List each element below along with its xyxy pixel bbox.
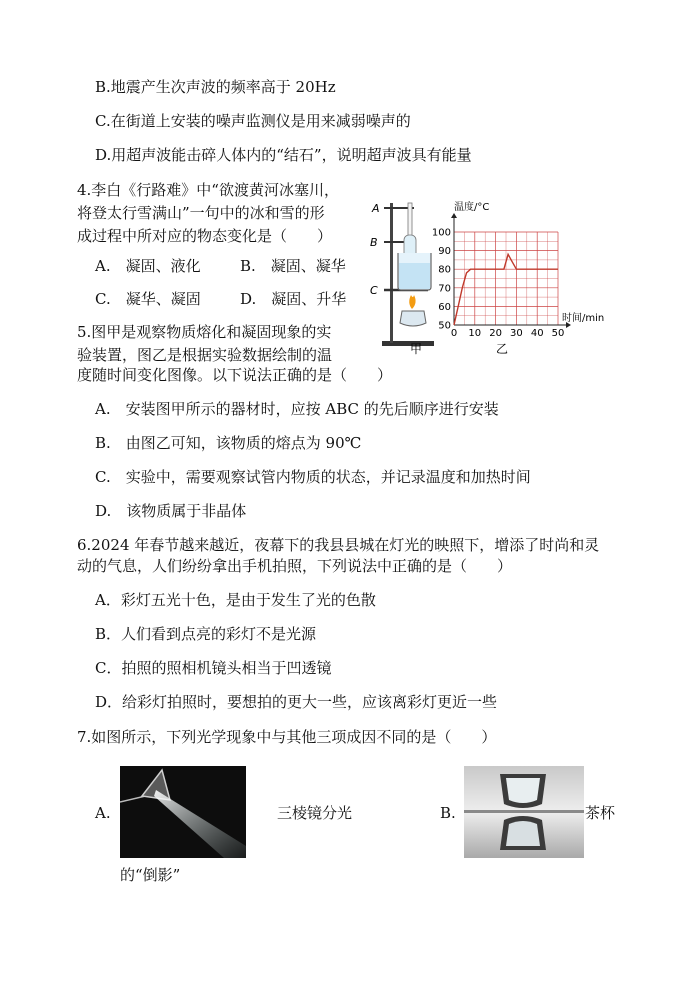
q6-option-b: B．人们看到点亮的彩灯不是光源 — [95, 625, 317, 643]
chart-ticks — [432, 228, 564, 340]
q4-option-d: D. 凝固、升华 — [240, 290, 347, 308]
q4-stem-line1: 4.李白《行路难》中“欲渡黄河冰塞川， — [77, 181, 339, 199]
x-tick-label: 40 — [530, 328, 544, 339]
q5-stem-line1: 5.图甲是观察物质熔化和凝固现象的实 — [77, 323, 332, 341]
x-tick-label: 0 — [450, 328, 458, 339]
q5-stem-line2: 验装置，图乙是根据实验数据绘制的温 — [77, 346, 333, 364]
y-axis-arrow — [451, 213, 457, 218]
q5-option-c: C. 实验中，需要观察试管内物质的状态，并记录温度和加热时间 — [95, 468, 531, 486]
y-tick-label: 100 — [431, 227, 451, 239]
x-tick-label: 30 — [510, 328, 523, 339]
q4-option-a: A. 凝固、液化 — [95, 257, 201, 275]
q5-option-a: A. 安装图甲所示的器材时，应按 ABC 的先后顺序进行安装 — [95, 400, 499, 418]
q6-option-c: C．拍照的照相机镜头相当于凹透镜 — [95, 659, 332, 677]
x-axis-label: 时间/min — [562, 313, 605, 324]
label-a: A — [372, 202, 380, 215]
x-tick-label: 20 — [489, 328, 502, 339]
q7-option-b-label: B. — [440, 804, 456, 822]
q6-stem-line1: 6.2024 年春节越来越近，夜幕下的我县县城在灯光的映照下，增添了时尚和灵 — [77, 536, 600, 554]
apparatus-diagram — [370, 202, 434, 355]
caption-yi: 乙 — [496, 342, 509, 355]
q4-stem-line2: 将登太行雪满山”一句中的冰和雪的形 — [77, 204, 325, 222]
q7-option-b-text: 茶杯 — [585, 804, 616, 822]
y-tick-label: 90 — [438, 246, 451, 258]
q7-option-b-continuation: 的“倒影” — [120, 866, 181, 884]
q5-stem-line3: 度随时间变化图像。以下说法正确的是（ ） — [77, 366, 393, 384]
y-axis-label: 温度/°C — [454, 202, 490, 213]
x-tick-label: 50 — [551, 328, 565, 339]
caption-jia: 甲 — [410, 342, 423, 355]
q3-option-c: C.在街道上安装的噪声监测仪是用来减弱噪声的 — [95, 112, 411, 130]
q5-option-b: B. 由图乙可知，该物质的熔点为 90℃ — [95, 434, 362, 452]
q5-option-d: D. 该物质属于非晶体 — [95, 502, 247, 520]
q3-option-d: D.用超声波能击碎人体内的“结石”，说明超声波具有能量 — [95, 146, 472, 164]
teacup-reflection-image — [464, 766, 584, 858]
label-c: C — [370, 284, 378, 297]
q6-stem-line2: 动的气息，人们纷纷拿出手机拍照，下列说法中正确的是（ ） — [77, 557, 513, 575]
q4-option-b: B. 凝固、凝华 — [240, 257, 346, 275]
q6-option-a: A．彩灯五光十色，是由于发生了光的色散 — [95, 591, 376, 609]
q4-stem-line3: 成过程中所对应的物态变化是（ ） — [77, 227, 333, 245]
y-tick-label: 60 — [438, 301, 451, 313]
y-tick-label: 50 — [438, 320, 451, 332]
y-tick-label: 80 — [438, 264, 451, 276]
x-tick-label: 10 — [468, 328, 482, 339]
chart-grid — [454, 232, 558, 325]
temperature-time-chart — [432, 200, 604, 355]
q4-option-c: C. 凝华、凝固 — [95, 290, 201, 308]
y-tick-label: 70 — [438, 283, 451, 295]
label-b: B — [370, 236, 378, 249]
q7-option-a-label: A. — [95, 804, 111, 822]
prism-dispersion-image — [120, 766, 246, 858]
q7-option-a-text: 三棱镜分光 — [277, 804, 353, 822]
q3-option-b: B.地震产生次声波的频率高于 20Hz — [95, 78, 336, 96]
q7-stem: 7.如图所示，下列光学现象中与其他三项成因不同的是（ ） — [77, 728, 497, 746]
experiment-figure — [368, 195, 618, 355]
q6-option-d: D．给彩灯拍照时，要想拍的更大一些，应该离彩灯更近一些 — [95, 693, 498, 711]
